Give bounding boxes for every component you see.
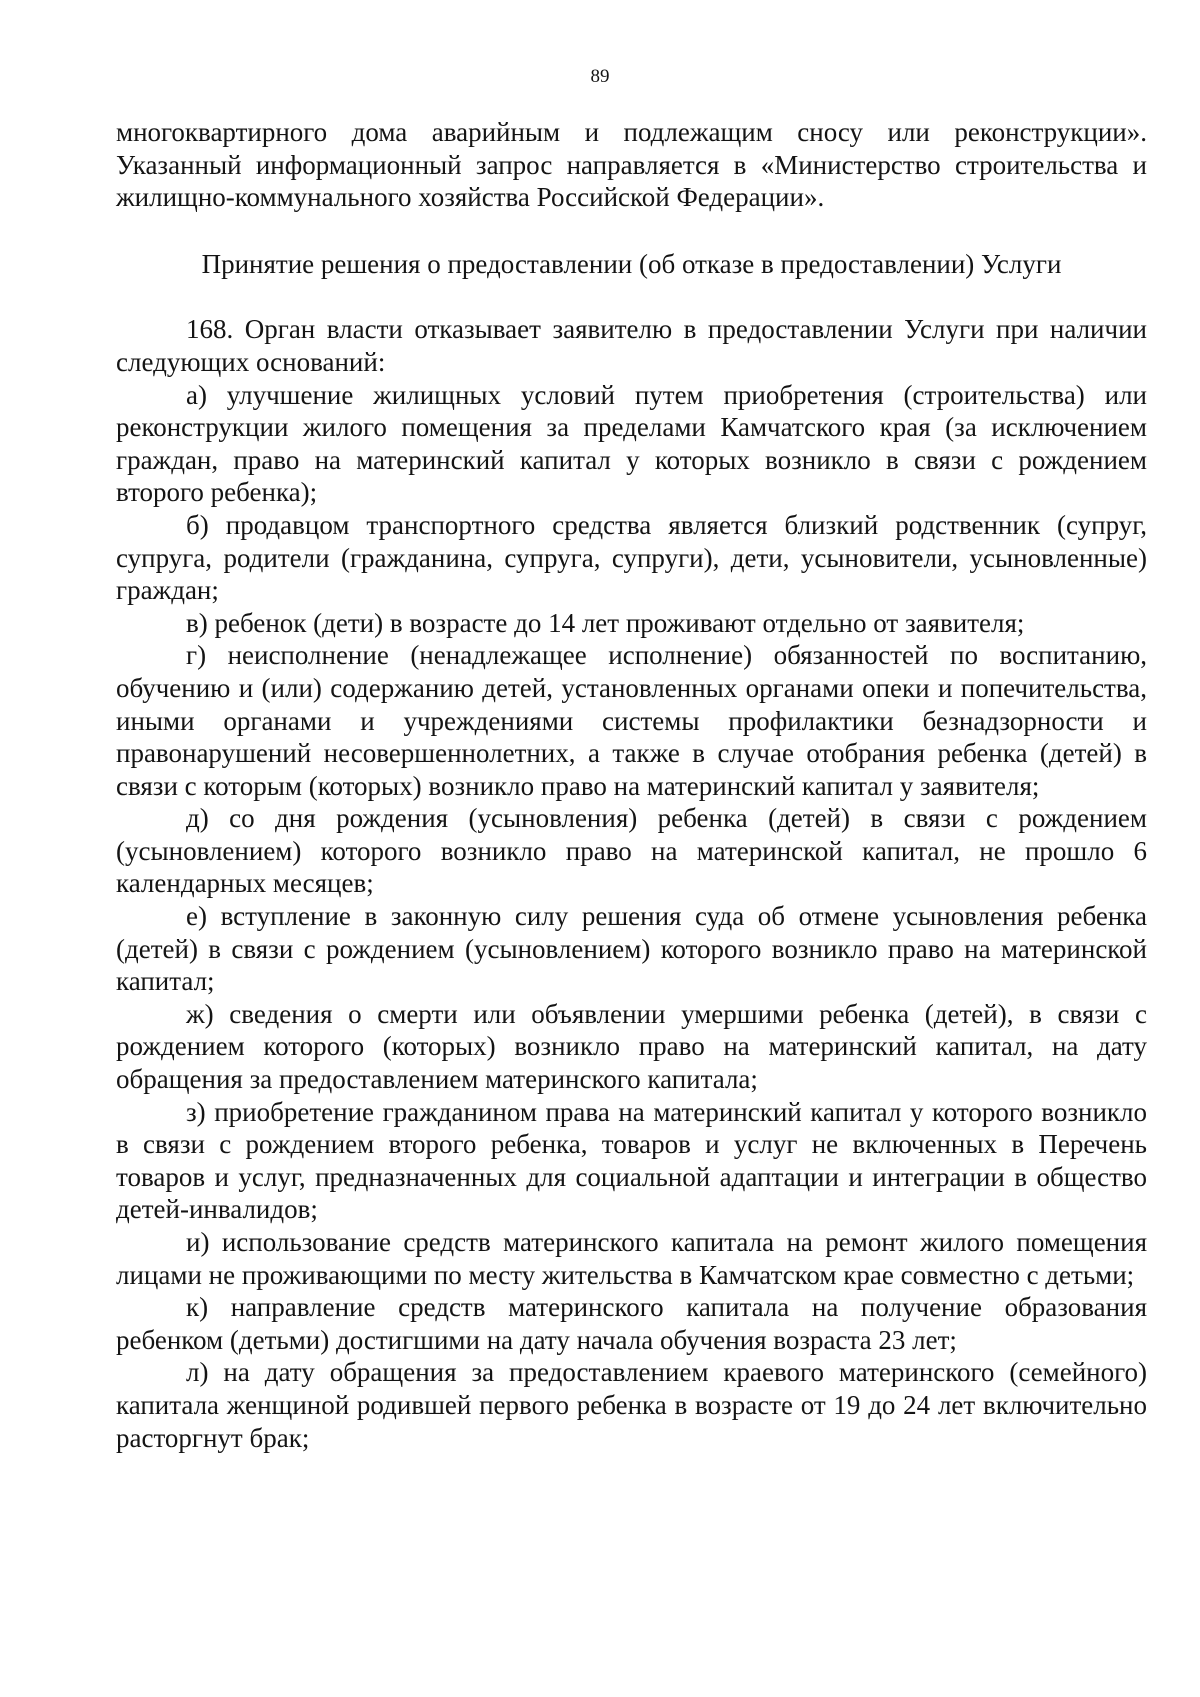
list-item-k: к) направление средств материнского капитала на получение образования ребенком (детьми) достигшими на дату начала обучения возраста 23 лет; [116,1292,1147,1355]
section-heading: Принятие решения о предоставлении (об отказе в предоставлении) Услуги [201,248,1062,279]
list-item-z: з) приобретение гражданином права на материнский капитал у которого возникло в связи с рождением второго ребенка, товаров и услуг не включенных в Перечень товаров и услуг, предназначенных для социальной адаптации и интеграции в общество детей-инвалидов; [116,1096,1147,1225]
list-item-v: в) ребенок (дети) в возрасте до 14 лет проживают отдельно от заявителя; [186,607,1025,638]
intro-paragraph: многоквартирного дома аварийным и подлежащим сносу или реконструкции». Указанный информационный запрос направляется в «Министерство строительства и жилищно-коммунального хозяйства Российской Федерации». [116,117,1147,213]
list-item-l: л) на дату обращения за предоставлением краевого материнского (семейного) капитала женщиной родившей первого ребенка в возрасте от 19 до 24 лет включительно расторгнут брак; [116,1357,1147,1453]
paragraph-168: 168. Орган власти отказывает заявителю в предоставлении Услуги при наличии следующих оснований: [116,314,1147,377]
list-item-a: а) улучшение жилищных условий путем приобретения (строительства) или реконструкции жилого помещения за пределами Камчатского края (за исключением граждан, право на материнский капитал у которых возникло в связи с рождением второго ребенка); [116,379,1147,508]
list-item-i: и) использование средств материнского капитала на ремонт жилого помещения лицами не проживающими по месту жительства в Камчатском крае совместно с детьми; [116,1227,1147,1290]
page-number: 89 [590,66,610,87]
list-item-d: д) со дня рождения (усыновления) ребенка (детей) в связи с рождением (усыновлением) которого возникло право на материнской капитал, не прошло 6 календарных месяцев; [116,803,1147,899]
list-item-e: е) вступление в законную силу решения суда об отмене усыновления ребенка (детей) в связи с рождением (усыновлением) которого возникло право на материнской капитал; [116,901,1147,997]
document-body [116,116,1147,1454]
list-item-zh: ж) сведения о смерти или объявлении умершими ребенка (детей), в связи с рождением которого (которых) возникло право на материнский капитал, на дату обращения за предоставлением материнского капитала; [116,998,1147,1095]
list-item-g: г) неисполнение (ненадлежащее исполнение) обязанностей по воспитанию, обучению и (или) содержанию детей, установленных органами опеки и попечительства, иными органами и учреждениями системы профилактики безнадзорности и правонарушений несовершеннолетних, а также в случае отобрания ребенка (детей) в связи с которым (которых) возникло право на материнский капитал у заявителя; [116,640,1147,801]
list-item-b: б) продавцом транспортного средства является близкий родственник (супруг, супруга, родители (гражданина, супруга, супруги), дети, усыновители, усыновленные) граждан; [116,509,1147,606]
